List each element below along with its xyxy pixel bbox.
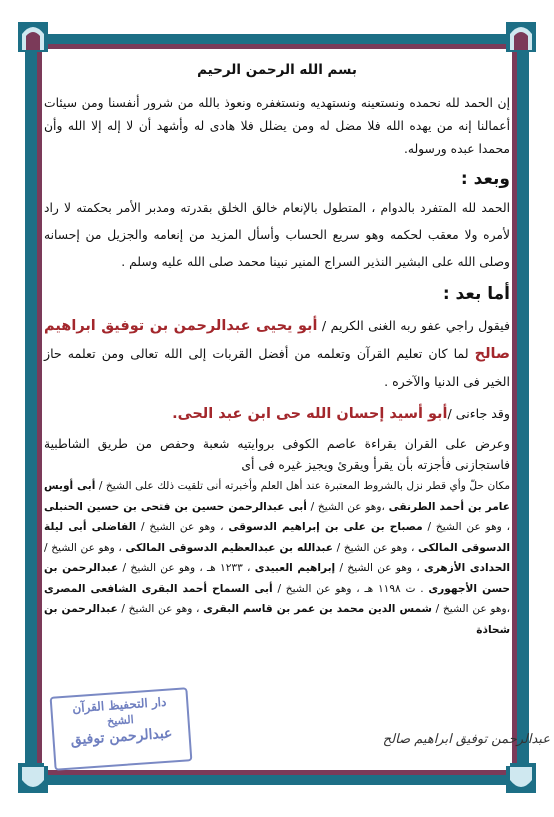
student-paragraph [44,402,510,426]
chain-sheikh-name: أبى السماح أحمد البقرى الشافعى المصرى [44,582,273,595]
handwritten-signature: عبدالرحمن توفيق ابراهيم صالح [382,732,550,747]
chain-text: مكان حلّ وأي قطر نزل بالشروط المعتبرة عند أهل العلم وأخبرته أنى تلقيت ذلك على الشيخ / [95,480,510,492]
stamp-line: عبدالرحمن توفيق [70,725,173,749]
chain-text: ، وهو عن الشيخ / [136,521,224,533]
chain-sheikh-name: عبدالرحمن بن شحاذة [44,603,510,636]
basmala: بسم الله الرحمن الرحيم [197,62,357,78]
chain-text: . ت ١١٩٨ هـ ، وهو عن الشيخ / [272,582,424,595]
chain-sheikh-name: الفاضلى أبى ليلة الدسوقى المالكى [44,521,510,554]
student-intro-text: وقد جاءنى / [447,406,510,421]
chain-sheikh-name: عبدالله بن عبدالعظيم الدسوقى المالكى [125,541,333,554]
chain-sheikh-name: شمس الدين محمد بن عمر بن قاسم البقرى [203,603,432,615]
chain-text: ،وهو عن الشيخ / [306,500,385,513]
student-name: أبو أسيد إحسان الله حى ابن عبد الحى. [172,406,448,422]
stamp-line: الشيخ [106,713,135,728]
chain-sheikh-name: إبراهيم العبيدى [254,562,336,574]
chain-text: ، وهو عن الشيخ / [422,521,511,533]
chain-text: ،وهو عن الشيخ / [431,603,511,615]
recitation-paragraph: وعرض على القران بقراءة عاصم الكوفى بروايتيه شعبة وحفص من طريق الشاطبية فاستجازنى فأجزته بأن يقرأ ويقرئ ويجيز غيره فى أى [44,437,510,472]
heading-wabaad: وبعد : [460,169,510,189]
heading-amma-baad: أما بعد : [442,284,510,304]
praise-paragraph: الحمد لله المتفرد بالدوام ، المتطول بالإنعام خالق الخلق بقدرته ومدبر الأمر بحكمته لا راد لأمره ولا معقب لحكمه وهو سريع الحساب وأسأل المزيد من إنعامه والجزيل من إحسانه وصلى الله على البشير النذير السراج المنير نبينا محمد صلى الله عليه وسلم . [44,201,510,269]
corner-ornament-top-left [18,22,48,52]
stamp-line: دار التحفيظ القرآن [71,694,167,716]
author-intro-text: فيقول راجي عفو ربه الغنى الكريم / [317,318,510,333]
corner-ornament-bottom-right [506,763,536,793]
chain-sheikh-name: أبى أويس عامر بن أحمد الطرنقى [44,480,510,513]
corner-ornament-top-right [506,22,536,52]
chain-text: ، وهو عن الشيخ / [44,541,122,554]
author-paragraph [44,312,510,396]
intro-paragraph: إن الحمد لله نحمده ونستعينه ونستهديه ونستغفره ونعوذ بالله من شرور أنفسنا ومن سيئات أعمالنا إنه من يهده الله فلا مضل له ومن يضلل فلا هادى له وأشهد أن لا إله إلا الله وأن محمدا عبده ورسوله. [44,96,510,156]
ink-stamp [50,687,193,770]
corner-ornament-bottom-left [18,763,48,793]
author-name: أبو يحيى عبدالرحمن بن توفيق ابراهيم صالح [44,318,510,362]
chain-sheikh-name: الحدادى الأزهرى [424,562,510,574]
certificate-body [44,52,510,766]
chain-sheikh-name: عبدالرحمن بن حسن الأجهورى [44,562,511,595]
chain-sheikh-name: أبى عبدالرحمن حسين بن فتحى بن حسين الحنبلى [44,500,307,513]
chain-of-transmission [44,476,510,640]
chain-sheikh-name: مصباح بن على بن إبراهيم الدسوقى [228,521,423,533]
chain-text: ، وهو عن الشيخ / [333,541,415,554]
author-closing-text: لما كان تعليم القرآن وتعلمه من أفضل القربات إلى الله تعالى ومن تعلمه حاز الخير فى الدنيا والآخره . [44,346,510,389]
chain-text: ، وهو عن الشيخ / [117,603,200,615]
chain-text: ، ١٢٣٣ هـ ، وهو عن الشيخ / [118,562,251,574]
chain-text: ، وهو عن الشيخ / [335,562,420,574]
